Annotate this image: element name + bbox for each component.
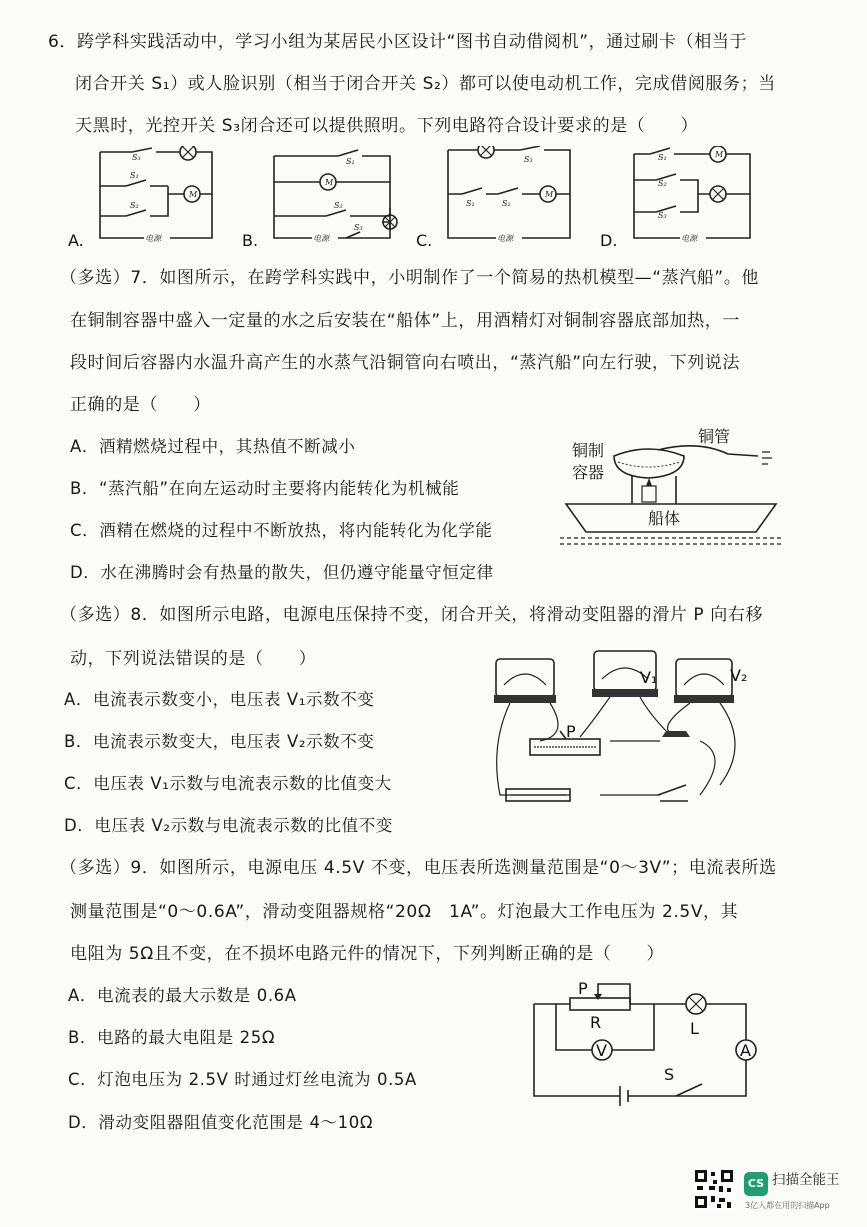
q7-line4: 正确的是（ ） (70, 395, 211, 415)
voltmeter-v1 (592, 651, 658, 697)
svg-text:电源: 电源 (497, 234, 513, 243)
q6-circuit-options (60, 146, 800, 250)
ammeter (494, 659, 556, 703)
q8-option-d: D．电压表 V₂示数与电流表示数的比值不变 (64, 816, 393, 835)
svg-text:M: M (545, 190, 554, 199)
svg-text:M: M (325, 178, 334, 187)
option-c-label: C. (416, 231, 433, 250)
option-a-label: A. (68, 231, 84, 250)
source-a: 电源 (145, 234, 161, 243)
q9-option-a: A．电流表的最大示数是 0.6A (68, 986, 297, 1005)
q8-option-a: A．电流表示数变小，电压表 V₁示数不变 (64, 690, 375, 709)
qr-code-icon (693, 1168, 735, 1210)
q9-line2: 测量范围是“0～0.6A”，滑动变阻器规格“20Ω 1A”。灯泡最大工作电压为 2.5V，其 (70, 902, 739, 922)
svg-text:S₃: S₃ (524, 155, 533, 164)
svg-text:铜管: 铜管 (698, 427, 731, 446)
q8-option-b: B．电流表示数变大，电压表 V₂示数不变 (64, 732, 375, 751)
brand-name: 扫描全能王 (772, 1172, 840, 1188)
voltmeter-v2 (674, 659, 747, 703)
q7-line3: 段时间后容器内水温升高产生的水蒸气沿铜管向右喷出，“蒸汽船”向左行驶，下列说法 (70, 353, 741, 373)
svg-text:S₁: S₁ (466, 199, 475, 208)
svg-text:A: A (740, 1041, 751, 1060)
svg-text:S₃: S₃ (132, 153, 141, 162)
svg-text:容器: 容器 (572, 463, 605, 482)
svg-text:V₁: V₁ (640, 668, 658, 687)
svg-text:S₂: S₂ (334, 201, 343, 210)
q9-option-b: B．电路的最大电阻是 25Ω (68, 1028, 276, 1047)
q8-line1: （多选）8．如图所示电路，电源电压保持不变，闭合开关，将滑动变阻器的滑片 P 向右移 (60, 605, 764, 625)
q7-option-d: D．水在沸腾时会有热量的散失，但仍遵守能量守恒定律 (70, 563, 494, 582)
circuit-c (416, 146, 570, 250)
q9-line3: 电阻为 5Ω且不变，在不损坏电路元件的情况下，下列判断正确的是（ ） (70, 944, 665, 964)
q8-option-c: C．电压表 V₁示数与电流表示数的比值变大 (64, 774, 392, 793)
q8-circuit-photo (490, 645, 790, 815)
motor-a: M (189, 190, 198, 199)
svg-text:S₃: S₃ (658, 211, 667, 220)
q9-option-d: D．滑动变阻器阻值变化范围是 4～10Ω (68, 1113, 374, 1132)
svg-text:P: P (578, 979, 588, 998)
svg-text:M: M (715, 150, 724, 159)
camscanner-logo-icon: CS (744, 1172, 768, 1196)
svg-text:V: V (596, 1041, 607, 1060)
svg-text:S: S (664, 1065, 675, 1084)
q8-line2: 动，下列说法错误的是（ ） (70, 649, 317, 669)
q6-line3: 天黑时，光控开关 S₃闭合还可以提供照明。下列电路符合设计要求的是（ ） (75, 116, 699, 136)
circuit-b (242, 150, 397, 250)
q6-line2: 闭合开关 S₁）或人脸识别（相当于闭合开关 S₂）都可以使电动机工作，完成借阅服务；当 (75, 74, 776, 94)
svg-text:船体: 船体 (648, 509, 681, 528)
circuit-d (600, 146, 750, 250)
option-b-label: B. (242, 231, 259, 250)
q6-line1: 6．跨学科实践活动中，学习小组为某居民小区设计“图书自动借阅机”，通过刷卡（相当于 (48, 32, 748, 52)
svg-text:S₁: S₁ (130, 171, 139, 180)
svg-text:V₂: V₂ (730, 666, 748, 685)
svg-text:S₂: S₂ (658, 179, 667, 188)
brand-tagline: 3亿人都在用的扫描App (745, 1201, 830, 1210)
svg-text:S₁: S₁ (658, 153, 667, 162)
q7-line2: 在铜制容器中盛入一定量的水之后安装在“船体”上，用酒精灯对铜制容器底部加热，一 (70, 311, 741, 331)
svg-text:R: R (590, 1013, 602, 1032)
svg-text:S₂: S₂ (502, 199, 511, 208)
q7-line1: （多选）7．如图所示，在跨学科实践中，小明制作了一个简易的热机模型—“蒸汽船”。他 (60, 268, 760, 288)
svg-text:L: L (690, 1019, 699, 1038)
q9-option-c: C．灯泡电压为 2.5V 时通过灯丝电流为 0.5A (68, 1070, 417, 1089)
svg-text:铜制: 铜制 (572, 441, 605, 460)
svg-text:S₁: S₁ (346, 157, 355, 166)
q9-circuit (526, 972, 766, 1112)
q9-line1: （多选）9．如图所示，电源电压 4.5V 不变，电压表所选测量范围是“0～3V”；电流表所选 (60, 858, 777, 878)
svg-text:电源: 电源 (681, 234, 697, 243)
svg-text:S₃: S₃ (354, 223, 363, 232)
option-d-label: D. (600, 231, 618, 250)
q7-option-c: C．酒精在燃烧的过程中不断放热，将内能转化为化学能 (70, 521, 493, 540)
q7-option-a: A．酒精燃烧过程中，其热值不断减小 (70, 437, 356, 456)
svg-text:S₂: S₂ (130, 201, 139, 210)
q7-option-b: B．“蒸汽船”在向左运动时主要将内能转化为机械能 (70, 479, 460, 498)
circuit-a (68, 146, 212, 250)
svg-text:电源: 电源 (313, 234, 329, 243)
steamboat-figure (548, 420, 788, 555)
svg-text:P: P (566, 722, 576, 741)
